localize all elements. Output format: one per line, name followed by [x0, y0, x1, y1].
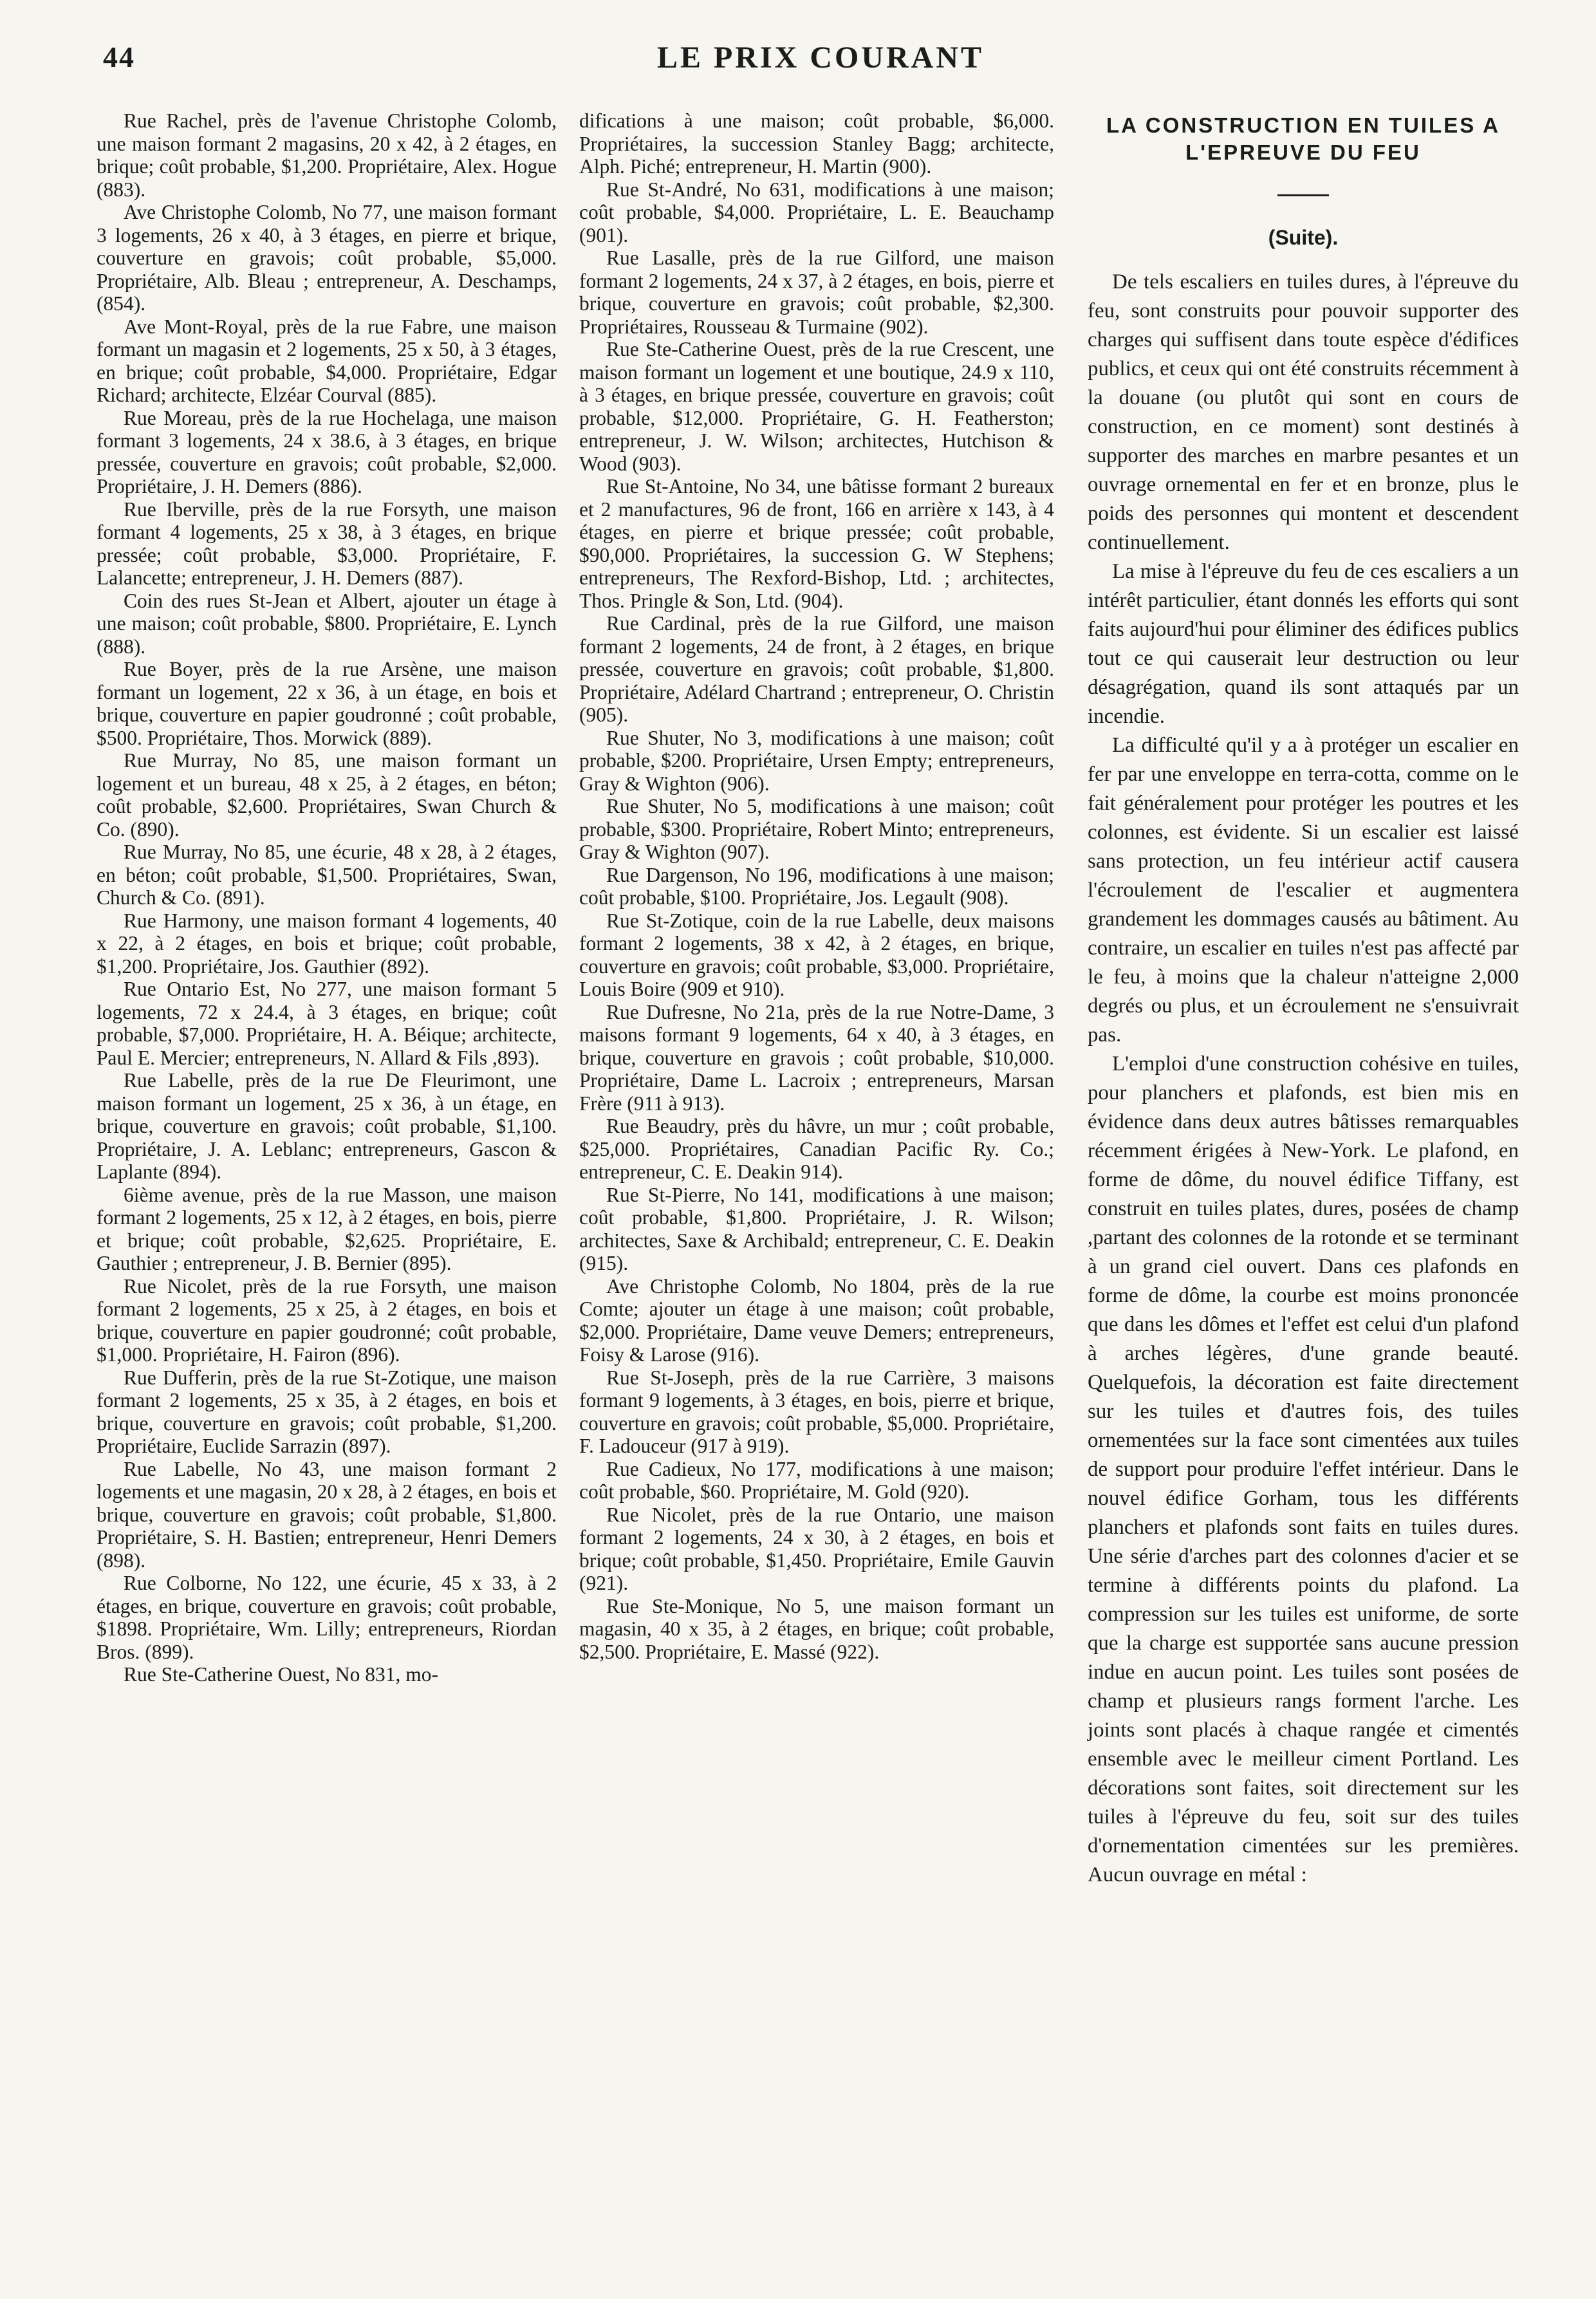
article-paragraph: La difficulté qu'il y a à protéger un escalier en fer par une enveloppe en terra-cotta, comme on le fait généralement pour protéger les poutres et les colonnes, est évidente. Si un escalier est laissé sans protection, un feu intérieur actif causera l'écroulement de l'escalier et augmentera grandement les dommages causés au bâtiment. Au contraire, un escalier en tuiles n'est pas affecté par le feu, à moins que la chaleur n'atteigne 2,000 degrés ou plus, et un écroulement ne s'ensuivrait pas.	[1088, 734, 1519, 1047]
permit-entry: difications à une maison; coût probable, $6,000. Propriétaires, la succession Stanley Bagg; architecte, Alph. Piché; entrepreneur, H. Martin (900).	[579, 109, 1054, 178]
permit-entry: Ave Christophe Colomb, No 77, une maison formant 3 logements, 26 x 40, à 3 étages, en pierre et brique, couverture en gravois; coût probable, $5,000. Propriétaire, Alb. Bleau ; entrepreneur, A. Deschamps, (854).	[97, 201, 557, 315]
permit-entry: Rue Dargenson, No 196, modifications à une maison; coût probable, $100. Propriétaire, Jos. Legault (908).	[579, 863, 1054, 909]
permit-entry: Rue Cardinal, près de la rue Gilford, une maison formant 2 logements, 24 de front, à 2 étages, en brique pressée, couverture en gravois; coût probable, $1,800. Propriétaire, Adélard Chartrand ; entrepreneur, O. Christin (905).	[579, 612, 1054, 726]
permit-entry: Rue Dufresne, No 21a, près de la rue Notre-Dame, 3 maisons formant 9 logements, 64 x 40, à 3 étages, en brique, couverture en gravois ; coût probable, $10,000. Propriétaire, Dame L. Lacroix ; entrepreneurs, Marsan Frère (911 à 913).	[579, 1000, 1054, 1115]
column-middle	[579, 109, 1054, 1663]
permit-entry: Rue St-Pierre, No 141, modifications à une maison; coût probable, $1,800. Propriétaire, J. R. Wilson; architectes, Saxe & Archibald; entrepreneur, C. E. Deakin (915).	[579, 1183, 1054, 1274]
article-paragraph: L'emploi d'une construction cohésive en tuiles, pour planchers et plafonds, est bien mis en évidence dans deux autres bâtisses remarquables récemment érigées à New-York. Le plafond, en forme de dôme, du nouvel édifice Tiffany, est construit en tuiles plates, dures, posées de champ ,partant des colonnes de la rotonde et se terminant à un grand ciel ouvert. Dans ces plafonds en forme de dôme, la courbe est moins prononcée que dans les dômes et l'effet est celui d'un plafond à arches légères, d'une grande beauté. Quelquefois, la décoration est faite directement sur les tuiles et d'autres fois, des tuiles ornementées sur la face sont cimentées aux tuiles de support pour produire l'effet intérieur. Dans le nouvel édifice Gorham, tous les différents planchers et plafonds sont faits en tuiles dures. Une série d'arches part des colonnes d'acier et se termine à différents points du plafond. La compression sur les tuiles est uniforme, de sorte que la charge est supportée sans aucune pression indue en aucun point. Les tuiles sont posées de champ et plusieurs rangs forment l'arche. Les joints sont placés à chaque rangée et cimentés ensemble avec le meilleur ciment Portland. Les décorations sont faites, soit directement sur les tuiles à l'épreuve du feu, soit sur des tuiles d'ornementation cimentées sur les premières. Aucun ouvrage en métal :	[1088, 1052, 1519, 1886]
column-article	[1088, 109, 1519, 1890]
permit-entry: Rue Ste-Monique, No 5, une maison formant un magasin, 40 x 35, à 2 étages, en brique; coût probable, $2,500. Propriétaire, E. Massé (922).	[579, 1594, 1054, 1663]
permit-entry: Rue Murray, No 85, une écurie, 48 x 28, à 2 étages, en béton; coût probable, $1,500. Propriétaires, Swan, Church & Co. (891).	[97, 841, 557, 909]
article-subtitle: (Suite).	[1268, 226, 1339, 249]
permit-entry: Coin des rues St-Jean et Albert, ajouter un étage à une maison; coût probable, $800. Propriétaire, E. Lynch (888).	[97, 589, 557, 658]
permit-entry: Rue Murray, No 85, une maison formant un logement et un bureau, 48 x 25, à 2 étages, en béton; coût probable, $2,600. Propriétaires, Swan Church & Co. (890).	[97, 749, 557, 841]
permit-entry: Rue Nicolet, près de la rue Forsyth, une maison formant 2 logements, 25 x 25, à 2 étages, en bois et brique, couverture en papier goudronné; coût probable, $1,000. Propriétaire, H. Fairon (896).	[97, 1274, 557, 1366]
permit-entry: Rue St-Joseph, près de la rue Carrière, 3 maisons formant 9 logements, à 3 étages, en bois, pierre et brique, couverture en gravois; coût probable, $5,000. Propriétaire, F. Ladouceur (917 à 919).	[579, 1366, 1054, 1457]
article-paragraph: De tels escaliers en tuiles dures, à l'épreuve du feu, sont construits pour pouvoir supporter des charges qui suffisent dans toute espèce d'édifices publics, et ceux qui ont été construits récemment à la douane (ou plutôt qui sont en cours de construction, en ce moment) sont destinés à supporter des marches en marbre pesantes et un ouvrage ornemental en fer et en bronze, plus le poids des personnes qui montent et descendent continuellement.	[1088, 270, 1519, 554]
title-divider	[1277, 194, 1329, 196]
permit-entry: Rue Boyer, près de la rue Arsène, une maison formant un logement, 22 x 36, à un étage, en bois et brique, couverture en papier goudronné ; coût probable, $500. Propriétaire, Thos. Morwick (889).	[97, 658, 557, 749]
permit-entry: Rue Shuter, No 5, modifications à une maison; coût probable, $300. Propriétaire, Robert Minto; entrepreneurs, Gray & Wighton (907).	[579, 795, 1054, 863]
permit-entry: Rue Shuter, No 3, modifications à une maison; coût probable, $200. Propriétaire, Ursen Empty; entrepreneurs, Gray & Wighton (906).	[579, 726, 1054, 795]
permit-entry: Rue Labelle, No 43, une maison formant 2 logements et une magasin, 20 x 28, à 2 étages, en bois et brique, couverture en gravois; coût probable, $1,800. Propriétaire, S. H. Bastien; entrepreneur, Henri Demers (898).	[97, 1457, 557, 1572]
column-left	[97, 109, 557, 1686]
permit-entry: Rue Ste-Catherine Ouest, No 831, mo-	[124, 1663, 439, 1686]
permit-entry: Rue Moreau, près de la rue Hochelaga, une maison formant 3 logements, 24 x 38.6, à 3 étages, en brique pressée, couverture en gravois; coût probable, $2,000. Propriétaire, J. H. Demers (886).	[97, 406, 557, 498]
permit-entry: Rue Labelle, près de la rue De Fleurimont, une maison formant un logement, 25 x 36, à un étage, en brique, couverture en gravois; coût probable, $1,100. Propriétaire, J. A. Leblanc; entrepreneurs, Gascon & Laplante (894).	[97, 1069, 557, 1183]
permit-entry: Rue Rachel, près de l'avenue Christophe Colomb, une maison formant 2 magasins, 20 x 42, à 2 étages, en brique; coût probable, $1,200. Propriétaire, Alex. Hogue (883).	[97, 109, 557, 201]
permit-entry: Rue Iberville, près de la rue Forsyth, une maison formant 4 logements, 25 x 38, à 3 étages, en brique pressée; coût probable, $3,000. Propriétaire, F. Lalancette; entrepreneur, J. H. Demers (887).	[97, 498, 557, 589]
page-header	[103, 40, 1538, 85]
permit-entry: Rue Cadieux, No 177, modifications à une maison; coût probable, $60. Propriétaire, M. Gold (920).	[579, 1457, 1054, 1503]
permit-entry: Rue St-Zotique, coin de la rue Labelle, deux maisons formant 2 logements, 38 x 42, à 2 étages, en brique, couverture en gravois; coût probable, $3,000. Propriétaire, Louis Boire (909 et 910).	[579, 909, 1054, 1000]
permit-entry: Rue Colborne, No 122, une écurie, 45 x 33, à 2 étages, en brique, couverture en gravois; coût probable, $1898. Propriétaire, Wm. Lilly; entrepreneurs, Riordan Bros. (899).	[97, 1572, 557, 1663]
permit-entry: 6ième avenue, près de la rue Masson, une maison formant 2 logements, 25 x 12, à 2 étages, en bois, pierre et brique; coût probable, $2,625. Propriétaire, E. Gauthier ; entrepreneur, J. B. Bernier (895).	[97, 1183, 557, 1274]
permit-entry: Ave Christophe Colomb, No 1804, près de la rue Comte; ajouter un étage à une maison; coût probable, $2,000. Propriétaire, Dame veuve Demers; entrepreneurs, Foisy & Larose (916).	[579, 1274, 1054, 1366]
permit-entry: Ave Mont-Royal, près de la rue Fabre, une maison formant un magasin et 2 logements, 25 x 50, à 3 étages, en brique; coût probable, $4,000. Propriétaire, Edgar Richard; architecte, Elzéar Courval (885).	[97, 315, 557, 406]
permit-entry: Rue St-André, No 631, modifications à une maison; coût probable, $4,000. Propriétaire, L. E. Beauchamp (901).	[579, 178, 1054, 247]
permit-entry: Rue St-Antoine, No 34, une bâtisse formant 2 bureaux et 2 manufactures, 96 de front, 166 en arrière x 143, à 4 étages, en pierre et brique pressée; coût probable, $90,000. Propriétaires, la succession G. W Stephens; entrepreneurs, The Rexford-Bishop, Ltd. ; architectes, Thos. Pringle & Son, Ltd. (904).	[579, 475, 1054, 612]
article-paragraph: La mise à l'épreuve du feu de ces escaliers a un intérêt particulier, étant donnés les efforts qui sont faits aujourd'hui pour éliminer des édifices publics tout ce qui causerait leur destruction ou leur désagrégation, quand ils sont attaqués par un incendie.	[1088, 560, 1519, 728]
page-number: 44	[103, 41, 135, 73]
permit-entry: Rue Ste-Catherine Ouest, près de la rue Crescent, une maison formant un logement et une boutique, 24.9 x 110, à 3 étages, en brique pressée, couverture en gravois; coût probable, $12,000. Propriétaire, G. H. Featherston; entrepreneur, J. W. Wilson; architectes, Hutchison & Wood (903).	[579, 338, 1054, 475]
permit-entry: Rue Ontario Est, No 277, une maison formant 5 logements, 72 x 24.4, à 3 étages, en brique; coût probable, $7,000. Propriétaire, H. A. Béique; architecte, Paul E. Mercier; entrepreneurs, N. Allard & Fils ,893).	[97, 978, 557, 1069]
permit-entry: Rue Dufferin, près de la rue St-Zotique, une maison formant 2 logements, 25 x 35, à 2 étages, en bois et brique, couverture en gravois; coût probable, $1,200. Propriétaire, Euclide Sarrazin (897).	[97, 1366, 557, 1457]
article-title: LA CONSTRUCTION EN TUILES A L'EPREUVE DU FEU	[1106, 113, 1501, 164]
permit-entry: Rue Harmony, une maison formant 4 logements, 40 x 22, à 2 étages, en bois et brique; coût probable, $1,200. Propriétaire, Jos. Gauthier (892).	[97, 909, 557, 978]
journal-title: LE PRIX COURANT	[656, 41, 985, 75]
permit-entry: Rue Beaudry, près du hâvre, un mur ; coût probable, $25,000. Propriétaires, Canadian Pacific Ry. Co.; entrepreneur, C. E. Deakin 914).	[579, 1115, 1054, 1183]
permit-entry: Rue Lasalle, près de la rue Gilford, une maison formant 2 logements, 24 x 37, à 2 étages, en bois, pierre et brique, couverture en gravois; coût probable, $2,300. Propriétaires, Rousseau & Turmaine (902).	[579, 247, 1054, 338]
permit-entry: Rue Nicolet, près de la rue Ontario, une maison formant 2 logements, 24 x 30, à 2 étages, en bois et brique; coût probable, $1,450. Propriétaire, Emile Gauvin (921).	[579, 1503, 1054, 1594]
